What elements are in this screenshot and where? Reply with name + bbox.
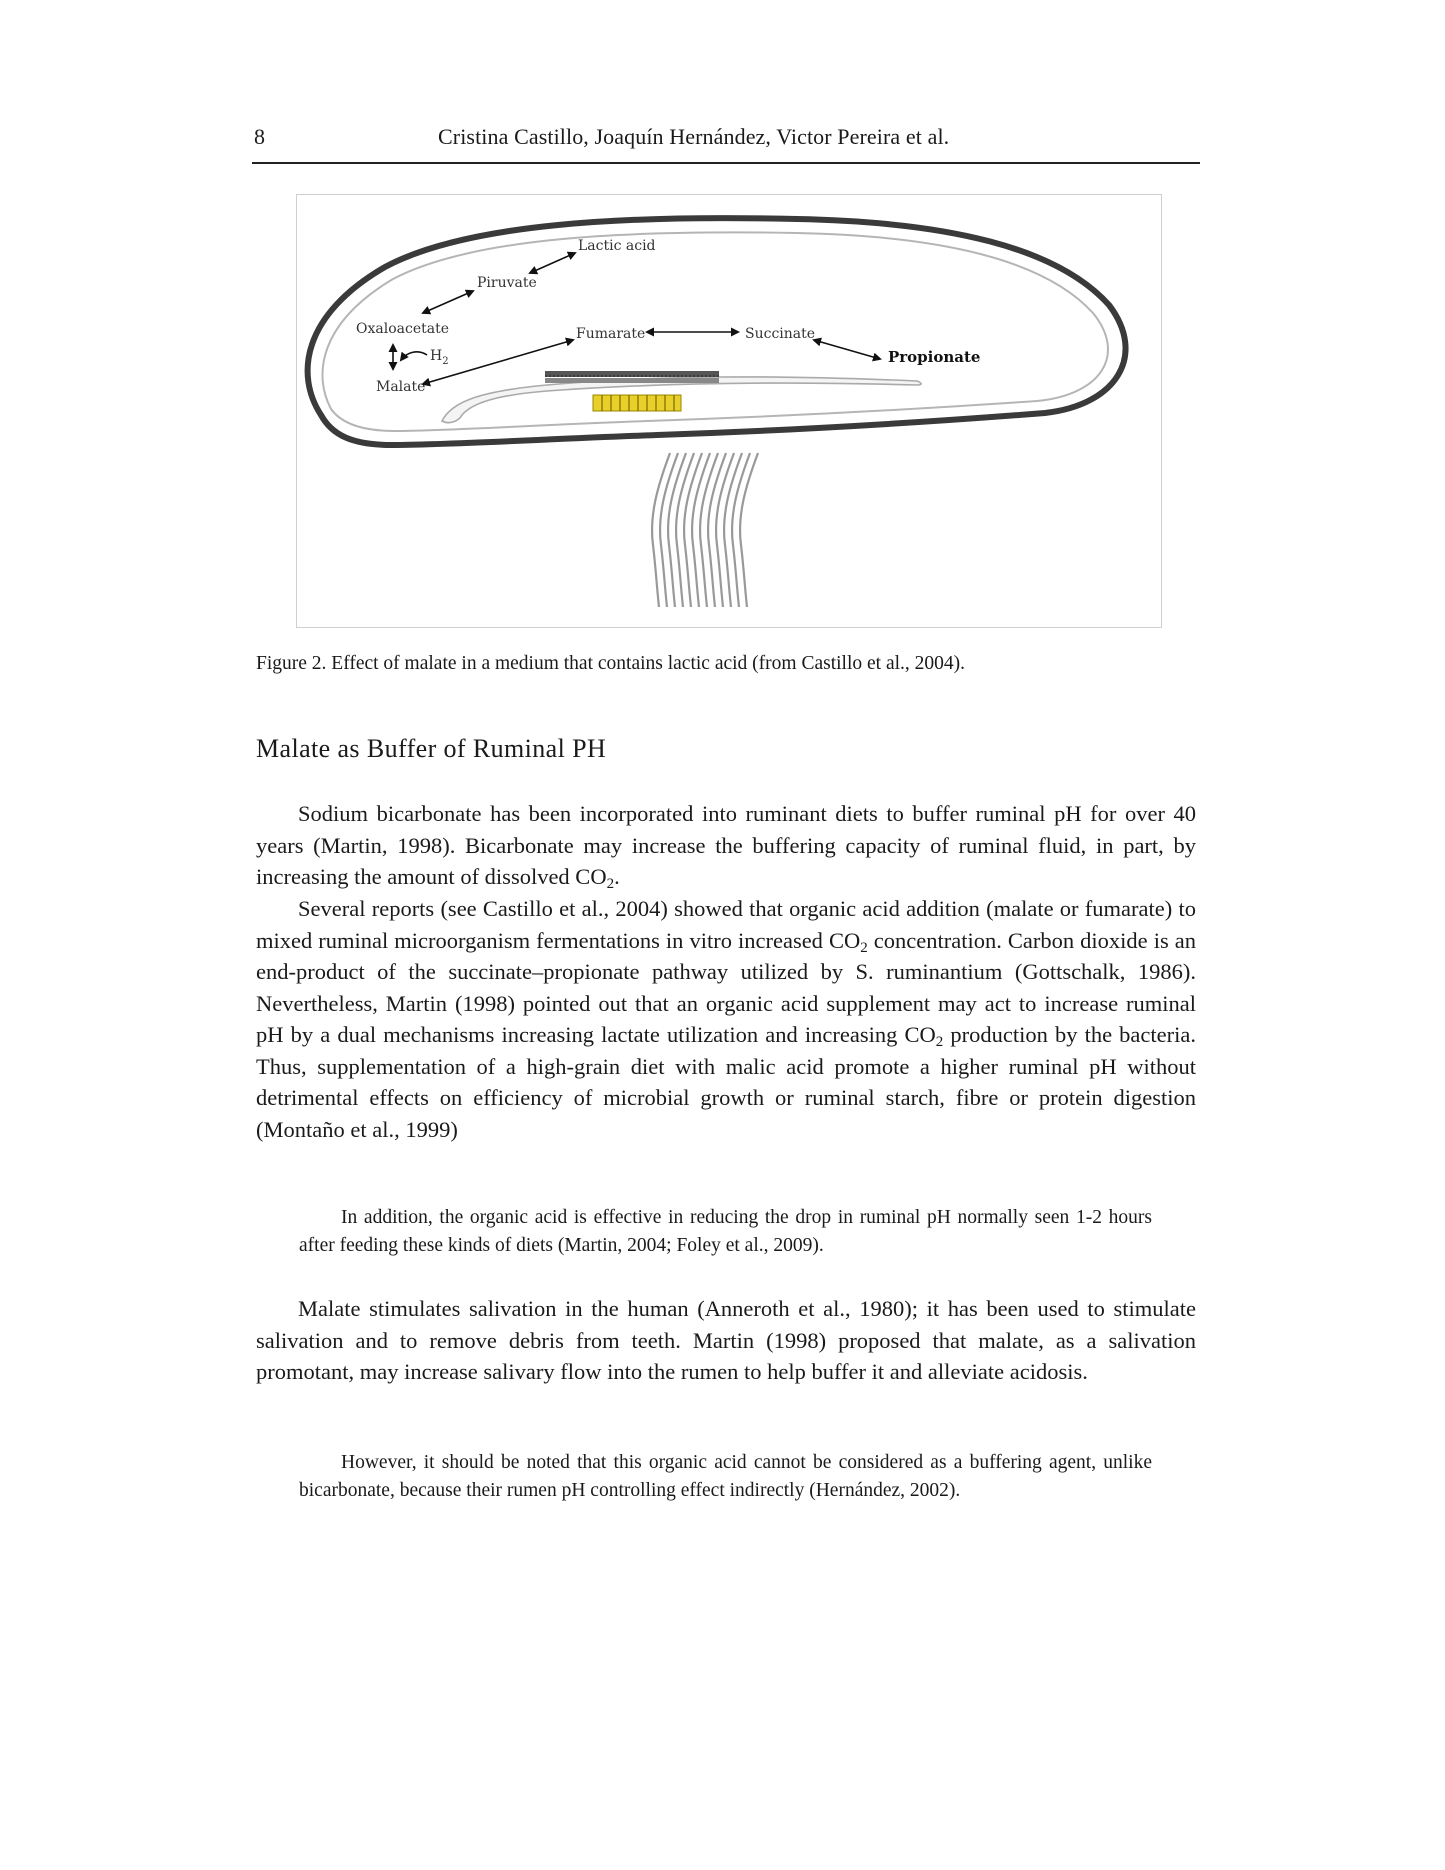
label-succinate: Succinate — [745, 326, 816, 342]
paragraph-1: Sodium bicarbonate has been incorporated into ruminant diets to buffer ruminal pH for over 40 years (Martin, 1998). Bicarbonate may increase the buffering capacity of ruminal fluid, in part, by increasing the amount of dissolved $CO_2$. — [256, 801, 1196, 892]
label-fumarate: Fumarate — [576, 326, 646, 342]
block-quote-2: However, it should be noted that this organic acid cannot be considered as a buffering agent, unlike bicarbonate, because their rumen pH controlling effect indirectly (Hernández, 2002). — [299, 1452, 1152, 1501]
block-quote-1: In addition, the organic acid is effective in reducing the drop in ruminal pH normally seen 1-2 hours after feeding these kinds of diets (Martin, 2004; Foley et al., 2009). — [299, 1207, 1152, 1256]
flagella — [652, 453, 758, 607]
section-heading: Malate as Buffer of Ruminal PH — [256, 734, 607, 763]
label-malate: Malate — [376, 379, 426, 395]
bacterium-diagram — [297, 195, 1161, 627]
ribbed-band — [545, 371, 719, 383]
running-head: Cristina Castillo, Joaquín Hernández, Victor Pereira et al. — [438, 124, 950, 149]
page-header — [252, 122, 1200, 164]
label-lactic-acid: Lactic acid — [578, 238, 656, 254]
flagellar-motors — [593, 395, 681, 411]
figure-bacterium-diagram — [296, 194, 1162, 628]
label-piruvate: Piruvate — [477, 275, 537, 291]
figure-caption: Figure 2. Effect of malate in a medium that contains lactic acid (from Castillo et al., 2004). — [256, 653, 966, 674]
page-number: 8 — [254, 124, 265, 149]
label-propionate: Propionate — [888, 348, 981, 366]
paragraph-2: Several reports (see Castillo et al., 2004) showed that organic acid addition (malate or fumarate) to mixed ruminal microorganism fermentations in vitro increased $CO_2$ concentration. Carbon dioxide is an end-product of the succinate–propionate pathway utilized by S. ruminantium (Gottschalk, 1986). Nevertheless, Martin (1998) pointed out that an organic acid supplement may act to increase ruminal pH by a dual mechanisms increasing lactate utilization and increasing $CO_2$ production by the bacteria. Thus, supplementation of a high-grain diet with malic acid promote a higher ruminal pH without detrimental effects on efficiency of microbial growth or ruminal starch, fibre or protein digestion (Montaño et al., 1999) — [256, 896, 1196, 1142]
paragraph-3: Malate stimulates salivation in the human (Anneroth et al., 1980); it has been used to stimulate salivation and to remove debris from teeth. Martin (1998) proposed that malate, as a salivation promotant, may increase salivary flow into the rumen to help buffer it and alleviate acidosis. — [256, 1296, 1196, 1384]
label-oxaloacetate: Oxaloacetate — [356, 321, 449, 337]
label-h2: $H_2$ — [430, 348, 449, 367]
